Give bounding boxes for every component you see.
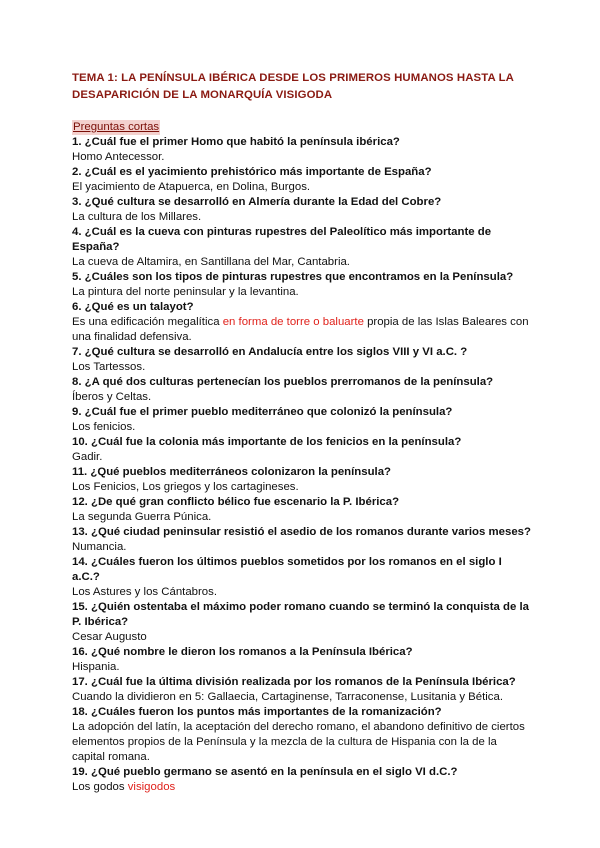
- answer-7: Los Tartessos.: [72, 361, 146, 373]
- qa-item-13: [72, 525, 532, 555]
- answer-3: La cultura de los Millares.: [72, 211, 202, 223]
- question-15: 15. ¿Quién ostentaba el máximo poder romano cuando se terminó la conquista de la P. Ibérica?: [72, 601, 529, 628]
- answer-14: Los Astures y los Cántabros.: [72, 586, 217, 598]
- question-1: 1. ¿Cuál fue el primer Homo que habitó la península ibérica?: [72, 136, 400, 148]
- qa-item-8: [72, 375, 532, 405]
- qa-item-16: [72, 645, 532, 675]
- question-18: 18. ¿Cuáles fueron los puntos más importantes de la romanización?: [72, 706, 442, 718]
- question-14: 14. ¿Cuáles fueron los últimos pueblos sometidos por los romanos en el siglo I a.C.?: [72, 556, 502, 583]
- answer-18: La adopción del latín, la aceptación del derecho romano, el abandono definitivo de ciertos elementos propios de la Península y la mezcla de la cultura de Hispania con la de la capital romana.: [72, 721, 525, 763]
- answer-4: La cueva de Altamira, en Santillana del Mar, Cantabria.: [72, 256, 350, 268]
- qa-item-17: [72, 675, 532, 705]
- qa-item-15: [72, 600, 532, 645]
- question-12: 12. ¿De qué gran conflicto bélico fue escenario la P. Ibérica?: [72, 496, 400, 508]
- answer-1: Homo Antecessor.: [72, 151, 165, 163]
- answer-6-highlight: en forma de torre o baluarte: [222, 316, 364, 328]
- answer-6-text-start: Es una edificación megalítica: [72, 316, 223, 328]
- answer-11: Los Fenicios, Los griegos y los cartagineses.: [72, 481, 299, 493]
- answer-19: [72, 780, 532, 795]
- question-8: 8. ¿A qué dos culturas pertenecían los pueblos prerromanos de la península?: [72, 376, 494, 388]
- answer-10: Gadir.: [72, 451, 103, 463]
- qa-item-19: [72, 765, 532, 795]
- qa-item-14: [72, 555, 532, 600]
- question-19: 19. ¿Qué pueblo germano se asentó en la península en el siglo VI d.C.?: [72, 766, 458, 778]
- section-heading-wrap: [72, 117, 532, 135]
- question-5: 5. ¿Cuáles son los tipos de pinturas rupestres que encontramos en la Península?: [72, 271, 514, 283]
- question-9: 9. ¿Cuál fue el primer pueblo mediterráneo que colonizó la península?: [72, 406, 453, 418]
- qa-item-9: [72, 405, 532, 435]
- answer-2: El yacimiento de Atapuerca, en Dolina, Burgos.: [72, 181, 311, 193]
- document-content: [72, 70, 532, 795]
- qa-item-11: [72, 465, 532, 495]
- qa-item-18: [72, 705, 532, 765]
- answer-19-text-start: Los godos: [72, 781, 128, 793]
- qa-item-12: [72, 495, 532, 525]
- qa-item-4: [72, 225, 532, 270]
- answer-8: Íberos y Celtas.: [72, 391, 152, 403]
- answer-19-highlight: visigodos: [127, 781, 176, 793]
- answer-13: Numancia.: [72, 541, 127, 553]
- question-11: 11. ¿Qué pueblos mediterráneos colonizaron la península?: [72, 466, 392, 478]
- document-title: TEMA 1: LA PENÍNSULA IBÉRICA DESDE LOS PRIMEROS HUMANOS HASTA LA DESAPARICIÓN DE LA MONARQUÍA VISIGODA: [72, 72, 514, 101]
- qa-item-10: [72, 435, 532, 465]
- question-13: 13. ¿Qué ciudad peninsular resistió el asedio de los romanos durante varios meses?: [72, 526, 531, 538]
- qa-item-5: [72, 270, 532, 300]
- qa-item-2: [72, 165, 532, 195]
- qa-item-6: [72, 300, 532, 345]
- qa-item-7: [72, 345, 532, 375]
- section-heading: Preguntas cortas: [73, 121, 160, 133]
- question-17: 17. ¿Cuál fue la última división realizada por los romanos de la Península Ibérica?: [72, 676, 516, 688]
- question-4: 4. ¿Cuál es la cueva con pinturas rupestres del Paleolítico más importante de España?: [72, 226, 492, 253]
- question-10: 10. ¿Cuál fue la colonia más importante de los fenicios en la península?: [72, 436, 462, 448]
- answer-6-text-end: propia de las Islas Baleares con una finalidad defensiva.: [72, 316, 529, 343]
- answer-12: La segunda Guerra Púnica.: [72, 511, 212, 523]
- question-2: 2. ¿Cuál es el yacimiento prehistórico más importante de España?: [72, 166, 432, 178]
- answer-6: [72, 315, 532, 345]
- question-16: 16. ¿Qué nombre le dieron los romanos a la Península Ibérica?: [72, 646, 413, 658]
- question-3: 3. ¿Qué cultura se desarrolló en Almería durante la Edad del Cobre?: [72, 196, 442, 208]
- answer-16: Hispania.: [72, 661, 120, 673]
- question-7: 7. ¿Qué cultura se desarrolló en Andalucía entre los siglos VIII y VI a.C. ?: [72, 346, 468, 358]
- answer-15: Cesar Augusto: [72, 631, 147, 643]
- qa-item-3: [72, 195, 532, 225]
- answer-9: Los fenicios.: [72, 421, 136, 433]
- question-6: 6. ¿Qué es un talayot?: [72, 301, 194, 313]
- qa-item-1: [72, 135, 532, 165]
- answer-5: La pintura del norte peninsular y la levantina.: [72, 286, 299, 298]
- answer-17: Cuando la dividieron en 5: Gallaecia, Cartaginense, Tarraconense, Lusitania y Bética.: [72, 691, 503, 703]
